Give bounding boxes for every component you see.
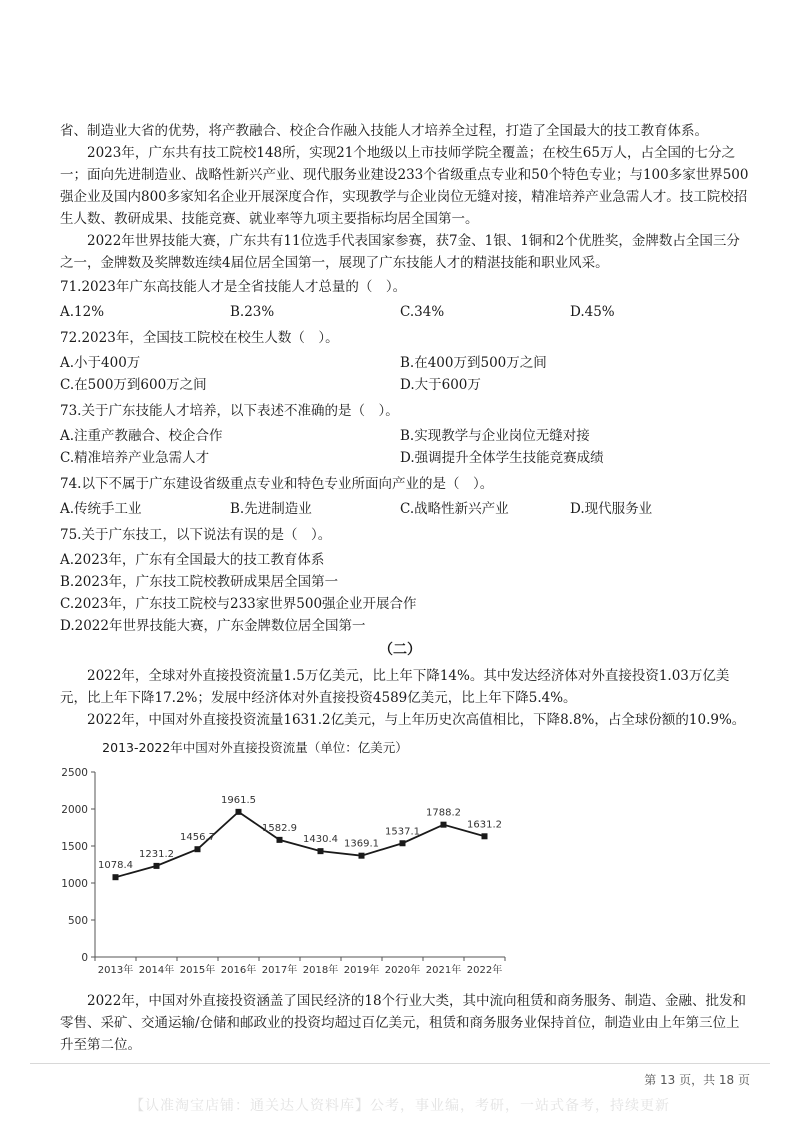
data-point <box>482 833 488 839</box>
x-tick-label: 2019年 <box>343 965 380 976</box>
question-75-option-b[interactable]: B.2023年，广东技工院校教研成果居全国第一 <box>60 574 339 590</box>
data-point <box>277 837 283 843</box>
data-point <box>359 853 365 859</box>
question-73-stem: 73.关于广东技能人才培养，以下表述不准确的是（ ）。 <box>60 403 399 419</box>
chart-x-ticks <box>95 957 505 976</box>
question-74-option-d[interactable]: D.现代服务业 <box>570 501 653 517</box>
series-line <box>116 812 485 877</box>
question-73-option-d[interactable]: D.强调提升全体学生技能竞赛成绩 <box>400 450 604 466</box>
chart-y-ticks <box>61 767 95 964</box>
chart-data-labels <box>98 795 502 871</box>
question-73-option-a[interactable]: A.注重产教融合、校企合作 <box>60 428 223 444</box>
question-74-option-c[interactable]: C.战略性新兴产业 <box>400 501 509 517</box>
y-tick-label: 1500 <box>61 841 88 853</box>
data-label: 1430.4 <box>303 834 338 846</box>
question-75-option-d[interactable]: D.2022年世界技能大赛，广东金牌数位居全国第一 <box>60 618 366 634</box>
paragraph-intro-end: 省、制造业大省的优势，将产教融合、校企合作融入技能人才培养全过程，打造了全国最大的技工教育体系。 <box>60 123 708 139</box>
watermark-text: 【认准淘宝店铺：通关达人资料库】公考，事业编，考研，一站式备考，持续更新 <box>130 1098 670 1114</box>
footer-divider <box>30 1063 770 1064</box>
data-label: 1231.2 <box>139 848 174 860</box>
question-75-stem: 75.关于广东技工，以下说法有误的是（ ）。 <box>60 527 332 543</box>
data-point <box>236 809 242 815</box>
y-tick-label: 0 <box>81 952 88 964</box>
question-74-option-b[interactable]: B.先进制造业 <box>230 501 312 517</box>
x-tick-label: 2021年 <box>425 965 462 976</box>
question-72-stem: 72.2023年，全国技工院校在校生人数（ ）。 <box>60 330 339 346</box>
data-label: 1078.4 <box>98 860 133 872</box>
y-tick-label: 2000 <box>61 804 88 816</box>
chart-title: 2013-2022年中国对外直接投资流量（单位：亿美元） <box>102 740 408 755</box>
y-tick-label: 1000 <box>61 878 88 890</box>
x-tick-label: 2014年 <box>138 965 175 976</box>
y-tick-label: 500 <box>67 915 88 927</box>
question-75-option-c[interactable]: C.2023年，广东技工院校与233家世界500强企业开展合作 <box>60 596 417 612</box>
paragraph-2023-schools: 2023年，广东共有技工院校148所，实现21个地级以上市技师学院全覆盖；在校生65万人，占全国的七分之一；面向先进制造业、战略性新兴产业、现代服务业建设233个省级重点专业和50个特色专业；与100多家世界500强企业及国内800多家知名企业开展深度合作，实现教学与企业岗位无缝对接，精准培养产业急需人才。技工院校招生人数、教研成果、技能竞赛、就业率等九项主要指标均居全国第一。 <box>60 145 749 227</box>
data-point <box>113 874 119 880</box>
x-tick-label: 2020年 <box>384 965 421 976</box>
question-73-option-b[interactable]: B.实现教学与企业岗位无缝对接 <box>400 428 590 444</box>
paragraph-china-fdi: 2022年，中国对外直接投资流量1631.2亿美元，与上年历史次高值相比，下降8.8%，占全球份额的10.9%。 <box>87 712 746 728</box>
data-point <box>441 822 447 828</box>
question-72-option-a[interactable]: A.小于400万 <box>60 355 141 371</box>
question-73-option-c[interactable]: C.精准培养产业急需人才 <box>60 450 210 466</box>
x-tick-label: 2013年 <box>97 965 134 976</box>
y-tick-label: 2500 <box>61 767 88 779</box>
data-point <box>318 848 324 854</box>
data-label: 1456.7 <box>180 832 215 844</box>
x-tick-label: 2015年 <box>179 965 216 976</box>
data-label: 1788.2 <box>426 807 461 819</box>
question-71-option-b[interactable]: B.23% <box>230 304 275 320</box>
chart-series-line <box>116 812 485 877</box>
paragraph-global-fdi: 2022年，全球对外直接投资流量1.5万亿美元，比上年下降14%。其中发达经济体对外直接投资1.03万亿美元，比上年下降17.2%；发展中经济体对外直接投资4589亿美元，比上年下降5.4%。 <box>60 668 730 706</box>
question-74-option-a[interactable]: A.传统手工业 <box>60 501 142 517</box>
question-71-option-d[interactable]: D.45% <box>570 304 615 320</box>
x-tick-label: 2018年 <box>302 965 339 976</box>
data-label: 1961.5 <box>221 794 256 806</box>
page-number: 第 13 页，共 18 页 <box>644 1073 750 1087</box>
data-point <box>400 840 406 846</box>
question-72-option-c[interactable]: C.在500万到600万之间 <box>60 377 207 393</box>
paragraph-2022-worldskills: 2022年世界技能大赛，广东共有11位选手代表国家参赛，获7金、1银、1铜和2个优胜奖，金牌数占全国三分之一，金牌数及奖牌数连续4届位居全国第一，展现了广东技能人才的精湛技能和职业风采。 <box>60 233 740 271</box>
data-point <box>154 863 160 869</box>
question-75-option-a[interactable]: A.2023年，广东有全国最大的技工教育体系 <box>60 552 325 568</box>
data-label: 1582.9 <box>262 822 297 834</box>
data-point <box>195 846 201 852</box>
data-label: 1369.1 <box>344 838 379 850</box>
section-heading: （二） <box>379 642 421 658</box>
question-71-option-a[interactable]: A.12% <box>60 304 105 320</box>
question-72-option-d[interactable]: D.大于600万 <box>400 377 481 393</box>
question-74-stem: 74.以下不属于广东建设省级重点专业和特色专业所面向产业的是（ ）。 <box>60 476 494 492</box>
data-label: 1537.1 <box>385 826 420 838</box>
x-tick-label: 2022年 <box>466 965 503 976</box>
chart-points <box>113 809 488 880</box>
x-tick-label: 2017年 <box>261 965 298 976</box>
question-72-option-b[interactable]: B.在400万到500万之间 <box>400 355 547 371</box>
data-label: 1631.2 <box>467 819 502 831</box>
question-71-stem: 71.2023年广东高技能人才是全省技能人才总量的（ ）。 <box>60 279 407 295</box>
paragraph-industry-fdi: 2022年，中国对外直接投资涵盖了国民经济的18个行业大类，其中流向租赁和商务服务、制造、金融、批发和零售、采矿、交通运输/仓储和邮政业的投资均超过百亿美元，租赁和商务服务业保持首位，制造业由上年第三位上升至第二位。 <box>60 993 747 1053</box>
fdi-line-chart <box>60 735 520 985</box>
question-71-option-c[interactable]: C.34% <box>400 304 445 320</box>
x-tick-label: 2016年 <box>220 965 257 976</box>
